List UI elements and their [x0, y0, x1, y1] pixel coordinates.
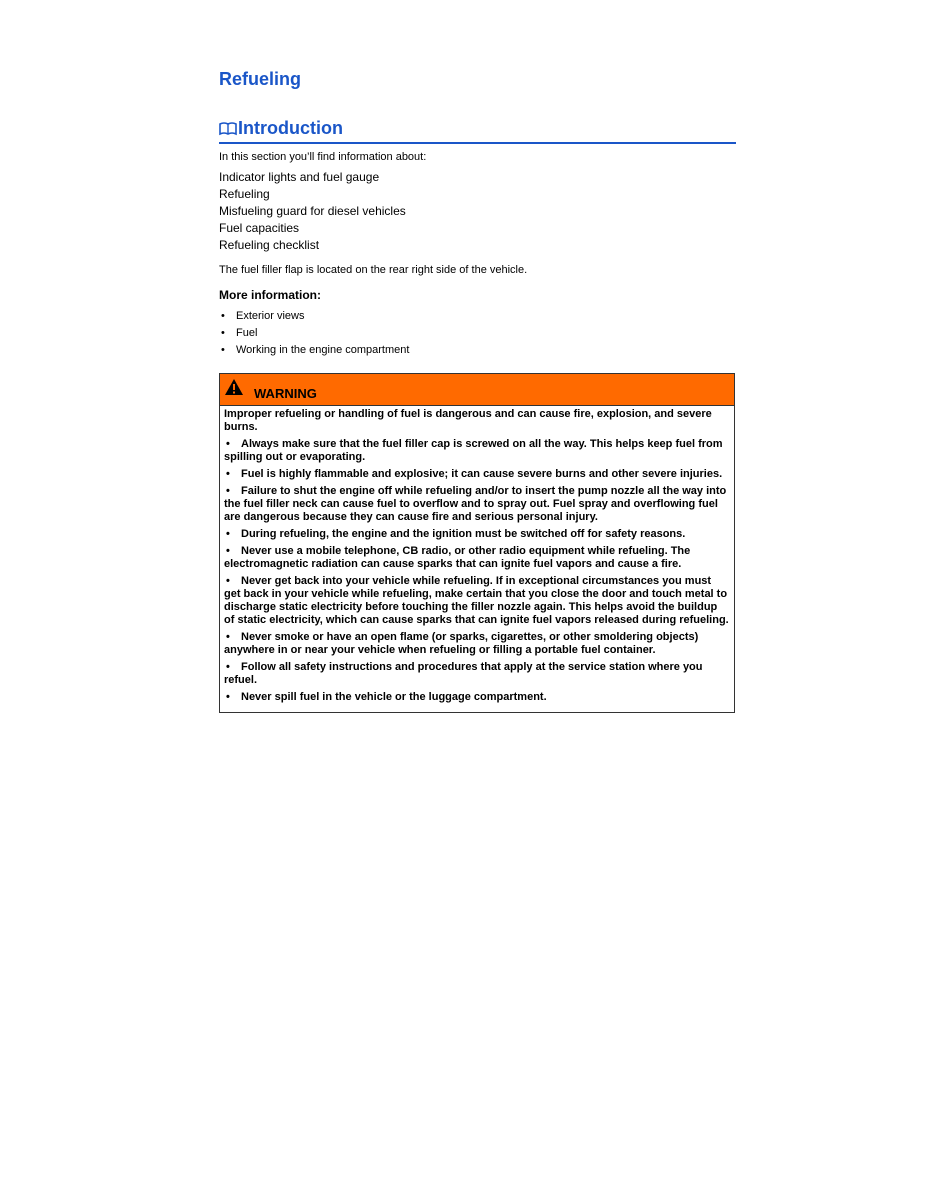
- warning-item-text: Always make sure that the fuel filler cap is screwed on all the way. This helps keep fuel from spilling out or evaporating.: [224, 438, 723, 463]
- bullet-icon: •: [226, 545, 230, 557]
- bullet-icon: •: [221, 344, 225, 356]
- more-info-label: Exterior views: [236, 310, 305, 322]
- section-header: [219, 118, 736, 144]
- warning-body: [220, 406, 734, 712]
- warning-item: [224, 661, 730, 687]
- warning-item-text: Failure to shut the engine off while refueling and/or to insert the pump nozzle all the way into the fuel filler neck can cause fuel to overflow and to spray out. Fuel spray and overflowing fuel are dangerous because they can cause fire and serious personal injury.: [224, 485, 727, 523]
- warning-item-text: During refueling, the engine and the ignition must be switched off for safety reasons.: [241, 528, 686, 540]
- topic-list: [219, 169, 406, 254]
- more-info-label: Fuel: [236, 327, 258, 339]
- warning-intro: Improper refueling or handling of fuel is dangerous and can cause fire, explosion, and severe burns.: [224, 408, 712, 433]
- topic-link-fuel-capacities[interactable]: Fuel capacities: [219, 221, 300, 235]
- bullet-icon: •: [226, 575, 230, 587]
- bullet-icon: •: [226, 631, 230, 643]
- warning-item: [224, 485, 730, 524]
- bullet-icon: •: [226, 661, 230, 673]
- bullet-icon: •: [226, 485, 230, 497]
- topic-link-refueling-checklist[interactable]: Refueling checklist: [219, 238, 320, 252]
- section-title: Introduction: [238, 118, 343, 138]
- warning-triangle-icon: [224, 378, 244, 396]
- topic-link-indicator-lights[interactable]: Indicator lights and fuel gauge: [219, 170, 380, 184]
- bullet-icon: •: [226, 438, 230, 450]
- bullet-icon: •: [221, 327, 225, 339]
- more-info-heading: More information:: [219, 288, 321, 302]
- warning-item: [224, 528, 730, 541]
- bullet-icon: •: [221, 310, 225, 322]
- warning-item: [224, 468, 730, 481]
- book-icon: [219, 122, 237, 136]
- more-info-link-exterior-views[interactable]: [219, 308, 409, 325]
- page-title: Refueling: [219, 69, 302, 89]
- more-info-link-engine-compartment[interactable]: [219, 342, 409, 359]
- warning-item-text: Never get back into your vehicle while refueling. If in exceptional circumstances you must get back in your vehicle while refueling, make certain that you close the door and touch metal to discharge static electricity before touching the filler nozzle again. This helps avoid the buildup of static electricity, which can cause sparks that can ignite fuel vapors released during refueling.: [224, 575, 729, 626]
- topic-link-refueling[interactable]: Refueling: [219, 187, 270, 201]
- warning-box: [219, 373, 735, 713]
- bullet-icon: •: [226, 468, 230, 480]
- more-info-list: [219, 308, 409, 359]
- bullet-icon: •: [226, 528, 230, 540]
- warning-item: [224, 575, 730, 627]
- warning-item-text: Follow all safety instructions and procedures that apply at the service station where you refuel.: [224, 661, 703, 686]
- topic-link-misfueling-guard[interactable]: Misfueling guard for diesel vehicles: [219, 204, 406, 218]
- warning-item: [224, 438, 730, 464]
- warning-item-text: Never spill fuel in the vehicle or the luggage compartment.: [241, 691, 547, 703]
- more-info-label: Working in the engine compartment: [236, 344, 410, 356]
- warning-header: [220, 374, 734, 406]
- warning-item: [224, 691, 730, 704]
- warning-item: [224, 545, 730, 571]
- warning-label: WARNING: [254, 386, 317, 401]
- warning-item: [224, 631, 730, 657]
- intro-line: In this section you’ll find information about:: [219, 151, 427, 163]
- more-info-link-fuel[interactable]: [219, 325, 409, 342]
- warning-item-text: Fuel is highly flammable and explosive; it can cause severe burns and other severe injuries.: [241, 468, 723, 480]
- warning-item-text: Never use a mobile telephone, CB radio, or other radio equipment while refueling. The electromagnetic radiation can cause sparks that can ignite fuel vapors and cause a fire.: [224, 545, 691, 570]
- filler-flap-note: The fuel filler flap is located on the rear right side of the vehicle.: [219, 264, 528, 276]
- warning-item-text: Never smoke or have an open flame (or sparks, cigarettes, or other smoldering objects) anywhere in or near your vehicle when refueling or filling a portable fuel container.: [224, 631, 699, 656]
- bullet-icon: •: [226, 691, 230, 703]
